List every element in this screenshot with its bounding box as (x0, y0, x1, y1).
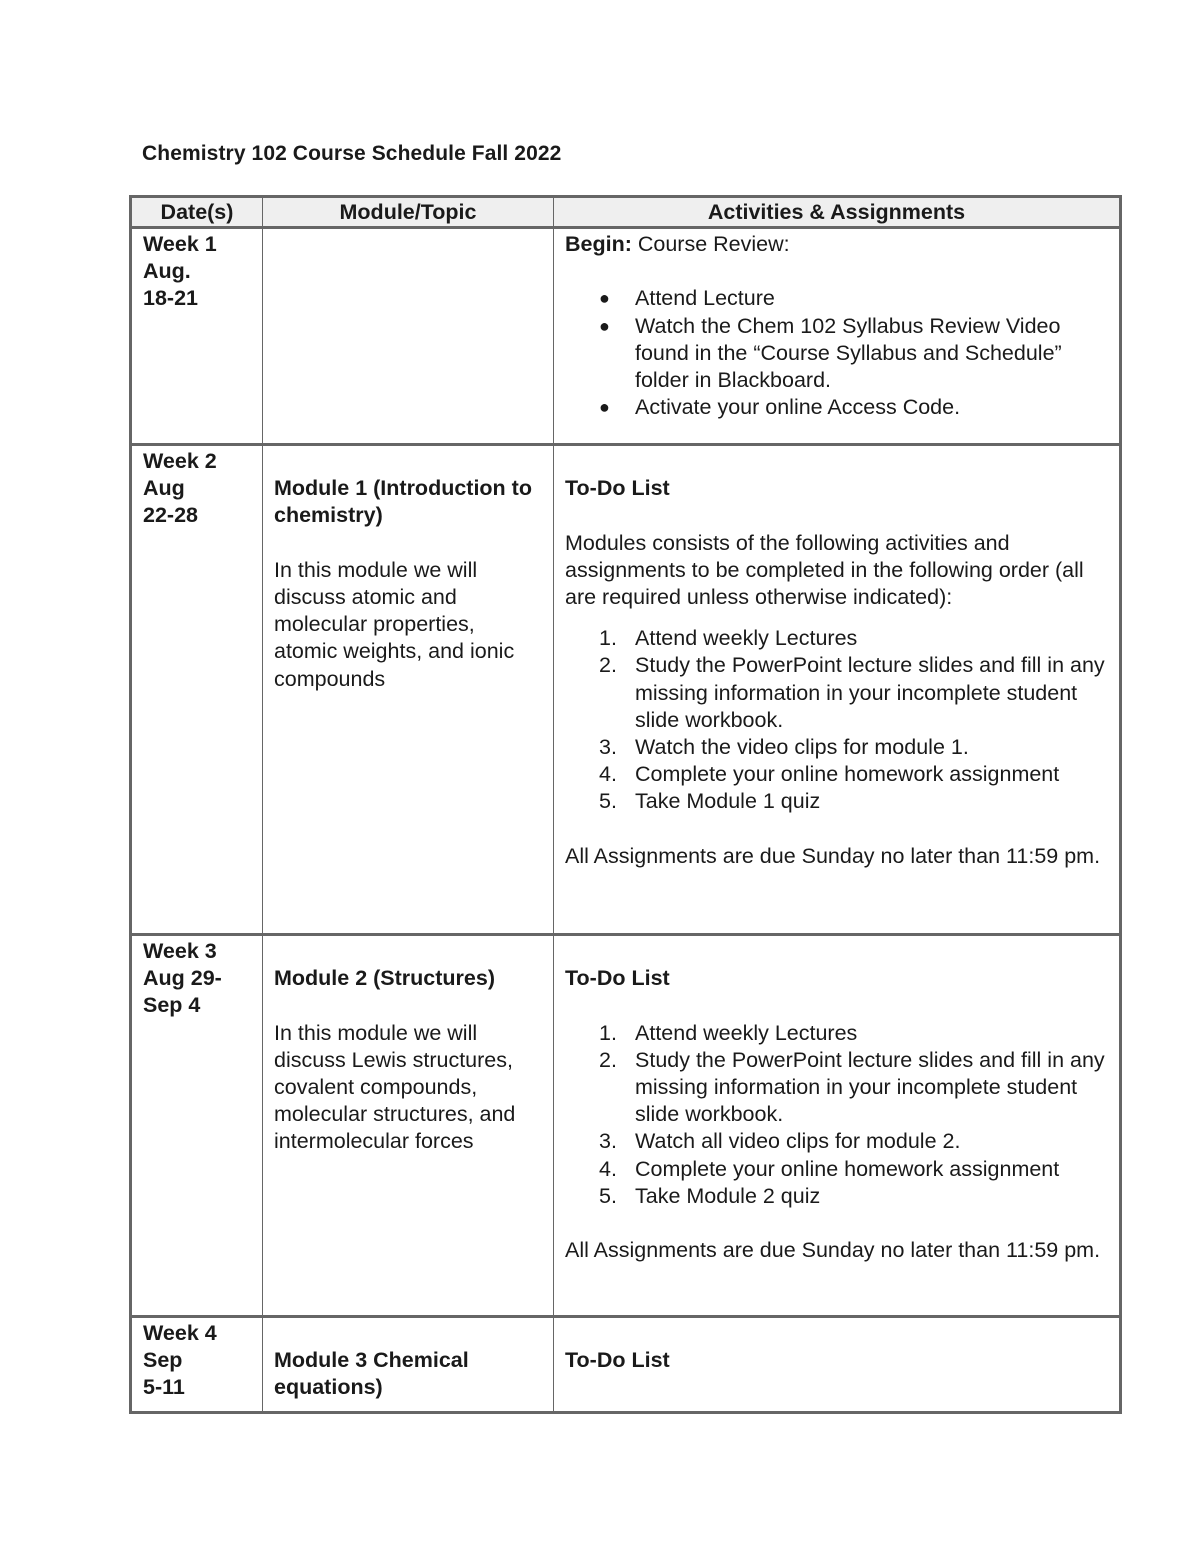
table-row-week-2 (131, 445, 1121, 935)
module-cell (263, 935, 554, 1317)
list-item: 4. Complete your online homework assignment (599, 762, 1060, 787)
activities-cell (554, 228, 1121, 445)
date-range: Sep 4 (143, 993, 201, 1018)
module-title: Module 2 (Structures) (274, 966, 495, 991)
table-row-week-3 (131, 935, 1121, 1317)
bullet-icon: ● (599, 315, 610, 336)
date-range: 5-11 (143, 1375, 185, 1400)
header-module-topic: Module/Topic (263, 197, 554, 228)
date-range: 22-28 (143, 503, 198, 528)
module-cell (263, 445, 554, 935)
todo-heading: To-Do List (565, 966, 670, 991)
list-item: 3. Watch all video clips for module 2. (599, 1129, 961, 1154)
module-title: Module 3 Chemical equations) (274, 1348, 469, 1400)
list-item: 1. Attend weekly Lectures (599, 626, 858, 651)
date-range: 18-21 (143, 286, 198, 311)
course-schedule-table (129, 195, 1122, 1414)
module-cell (263, 228, 554, 445)
header-activities: Activities & Assignments (554, 197, 1121, 228)
activities-cell (554, 935, 1121, 1317)
list-item: ● Attend Lecture (565, 285, 1109, 312)
header-dates: Date(s) (131, 197, 263, 228)
list-item: 2. Study the PowerPoint lecture slides and fill in any missing information in your incomplete student slide workbook. (599, 1047, 1105, 1127)
activity-lead-text: Course Review: (631, 232, 790, 256)
list-item: 1. Attend weekly Lectures (599, 1020, 858, 1045)
module-description: In this module we will discuss Lewis structures, covalent compounds, molecular structures, and intermolecular forces (274, 1020, 516, 1154)
list-item: 4. Complete your online homework assignment (599, 1156, 1060, 1181)
due-note: All Assignments are due Sunday no later than 11:59 pm. (565, 1238, 1101, 1263)
date-week: Week 3 (143, 939, 217, 963)
date-month: Aug (143, 476, 185, 501)
date-cell (131, 935, 263, 1317)
date-cell (131, 228, 263, 445)
list-item: 5. Take Module 1 quiz (599, 789, 821, 814)
activity-bullet-list (565, 285, 1109, 421)
bullet-icon: ● (599, 397, 610, 418)
bullet-icon: ● (599, 288, 610, 309)
todo-heading: To-Do List (565, 476, 670, 501)
activity-lead (565, 231, 1109, 258)
activities-cell (554, 1317, 1121, 1413)
module-title: Module 1 (Introduction to chemistry) (274, 476, 532, 528)
list-item: 3. Watch the video clips for module 1. (599, 735, 969, 759)
table-row-week-1 (131, 228, 1121, 445)
activities-cell (554, 445, 1121, 935)
date-week: Week 4 (143, 1321, 217, 1345)
list-item: ● Activate your online Access Code. (565, 394, 1109, 421)
date-month: Sep (143, 1348, 183, 1373)
table-header-row (131, 197, 1121, 228)
date-cell (131, 445, 263, 935)
date-week: Week 2 (143, 449, 217, 473)
todo-heading: To-Do List (565, 1348, 670, 1373)
table-row-week-4 (131, 1317, 1121, 1413)
document-title: Chemistry 102 Course Schedule Fall 2022 (142, 142, 562, 165)
module-description: In this module we will discuss atomic and molecular properties, atomic weights, and ionic compounds (274, 557, 515, 691)
todo-numbered-list (565, 625, 1109, 815)
due-note: All Assignments are due Sunday no later than 11:59 pm. (565, 843, 1101, 868)
date-month: Aug. (143, 259, 191, 284)
list-item: ● Watch the Chem 102 Syllabus Review Video found in the “Course Syllabus and Schedule” folder in Blackboard. (599, 313, 1062, 392)
date-week: Week 1 (143, 232, 217, 256)
list-item: 2. Study the PowerPoint lecture slides and fill in any missing information in your incomplete student slide workbook. (599, 653, 1105, 732)
list-item: 5. Take Module 2 quiz (599, 1183, 821, 1208)
date-month: Aug 29- (143, 966, 222, 991)
todo-numbered-list (565, 1020, 1109, 1210)
activity-lead-label: Begin: (565, 232, 632, 256)
module-cell (263, 1317, 554, 1413)
date-cell (131, 1317, 263, 1413)
modules-intro: Modules consists of the following activities and assignments to be completed in the following order (all are required unless otherwise indicated): (565, 530, 1084, 609)
